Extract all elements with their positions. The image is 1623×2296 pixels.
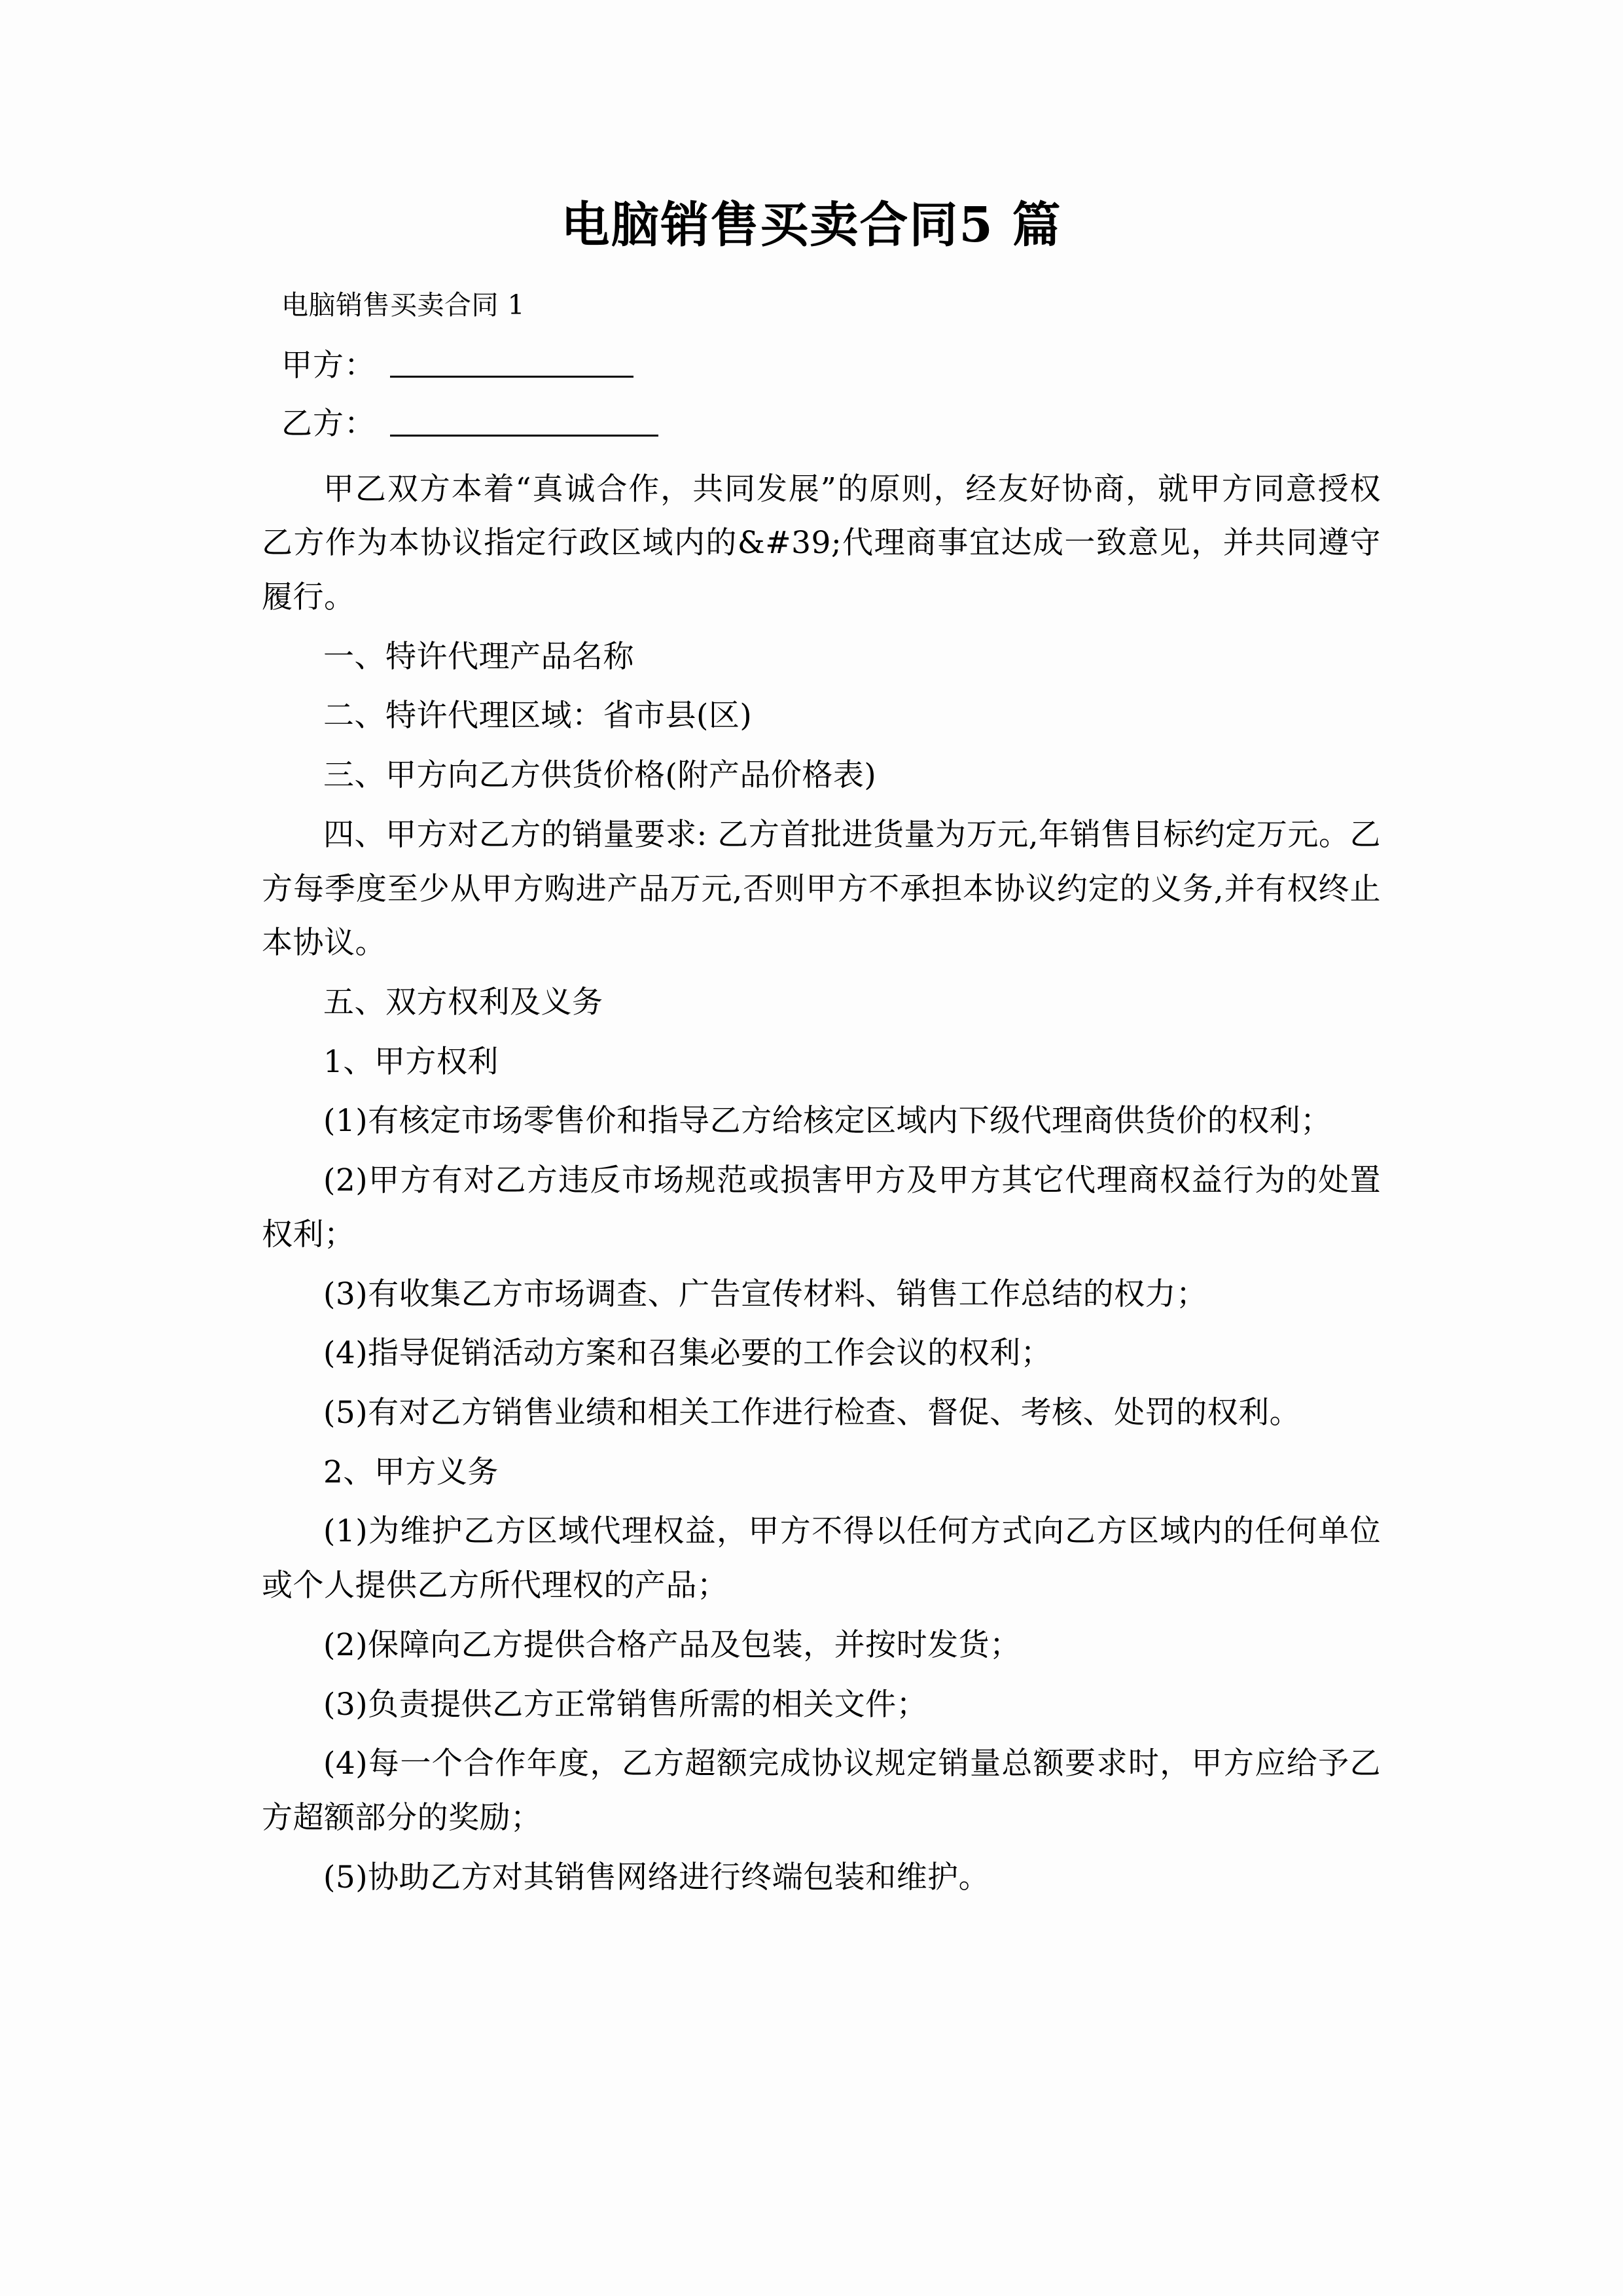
list-item: (3)负责提供乙方正常销售所需的相关文件； bbox=[323, 1686, 928, 1723]
party-b-label: 乙方： bbox=[281, 406, 376, 442]
section-heading-1: 一、特许代理产品名称 bbox=[323, 638, 634, 675]
list-item: (3)有收集乙方市场调查、广告宣传材料、销售工作总结的权力； bbox=[323, 1276, 1207, 1312]
section-heading-3: 三、甲方向乙方供货价格(附产品价格表) bbox=[323, 757, 877, 794]
party-a-field-row bbox=[262, 346, 1381, 386]
section-heading-2: 二、特许代理区域：省市县(区) bbox=[323, 698, 753, 734]
party-b-field-row bbox=[262, 404, 1381, 444]
list-item: (5)协助乙方对其销售网络进行终端包装和维护。 bbox=[323, 1859, 990, 1895]
preamble-paragraph: 甲乙双方本着“真诚合作，共同发展”的原则，经友好协商，就甲方同意授权乙方作为本协议指定行政区域内的&#39;代理商事宜达成一致意见，并共同遵守履行。 bbox=[262, 471, 1381, 615]
list-item: (4)指导促销活动方案和召集必要的工作会议的权利； bbox=[323, 1335, 1052, 1372]
subsection-heading-party-a-duties: 2、甲方义务 bbox=[323, 1454, 499, 1490]
contract-subheading: 电脑销售买卖合同 1 bbox=[281, 289, 526, 321]
party-a-label: 甲方： bbox=[281, 348, 376, 384]
section-heading-4: 四、甲方对乙方的销量要求: 乙方首批进货量为万元,年销售目标约定万元。乙方每季度至少从甲方购进产品万元,否则甲方不承担本协议约定的义务,并有权终止本协议。 bbox=[262, 816, 1381, 961]
list-item: (2)保障向乙方提供合格产品及包装，并按时发货； bbox=[323, 1626, 1021, 1663]
party-b-input-rule[interactable] bbox=[390, 435, 658, 437]
party-a-input-rule[interactable] bbox=[390, 376, 633, 378]
page-title: 电脑销售买卖合同5 篇 bbox=[561, 197, 1062, 253]
subsection-heading-party-a-rights: 1、甲方权利 bbox=[323, 1043, 499, 1080]
list-item: (4)每一个合作年度，乙方超额完成协议规定销量总额要求时，甲方应给予乙方超额部分的奖励； bbox=[262, 1746, 1381, 1837]
list-item: (1)有核定市场零售价和指导乙方给核定区域内下级代理商供货价的权利； bbox=[323, 1103, 1332, 1139]
list-item: (1)为维护乙方区域代理权益，甲方不得以任何方式向乙方区域内的任何单位或个人提供乙方所代理权的产品； bbox=[262, 1513, 1381, 1604]
list-item: (2)甲方有对乙方违反市场规范或损害甲方及甲方其它代理商权益行为的处置权利； bbox=[262, 1162, 1381, 1253]
section-heading-5: 五、双方权利及义务 bbox=[323, 984, 603, 1020]
list-item: (5)有对乙方销售业绩和相关工作进行检查、督促、考核、处罚的权利。 bbox=[323, 1395, 1301, 1431]
